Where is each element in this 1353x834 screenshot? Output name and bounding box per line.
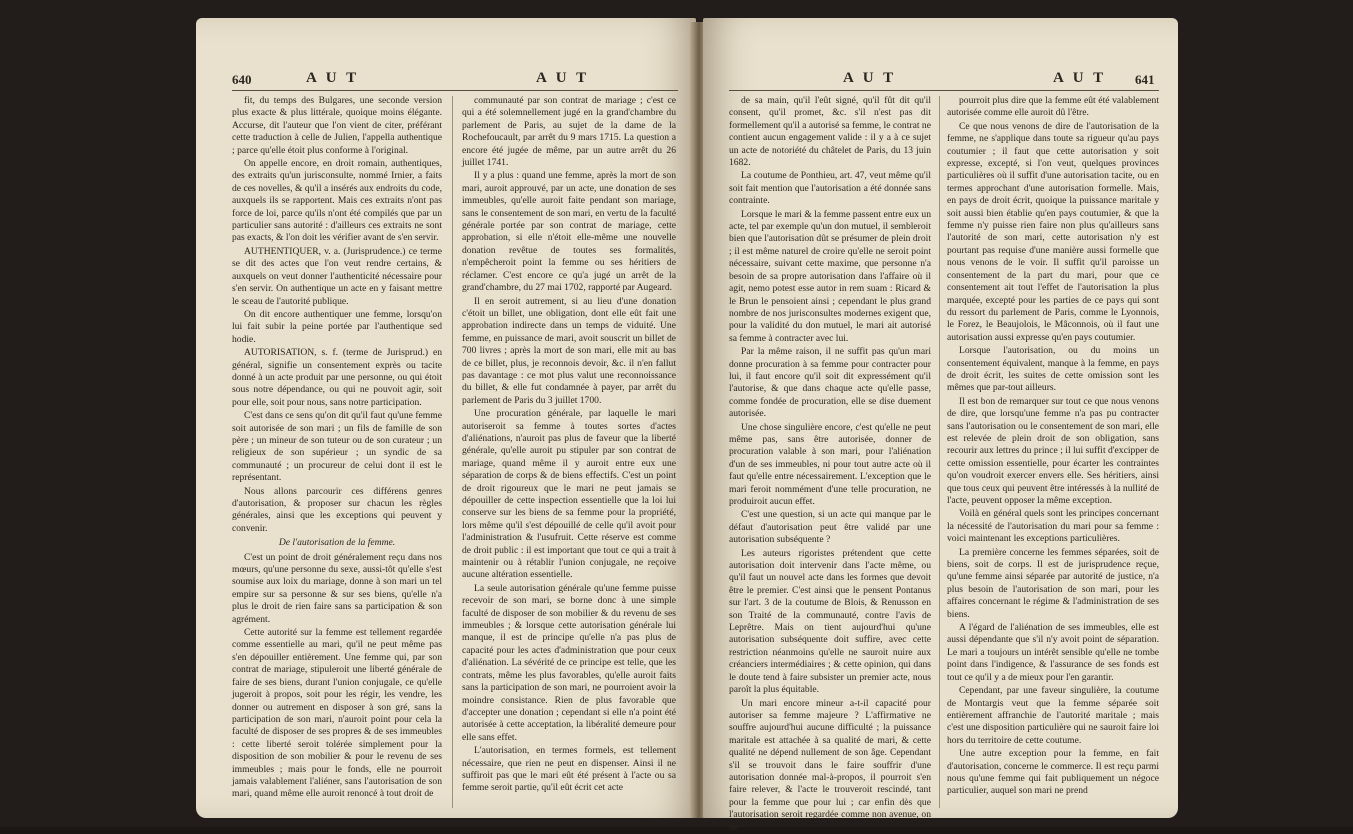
paragraph: Lorsque l'autorisation, ou du moins un consentement équivalent, manque à la femme, en pays de droit écrit, les suites de cette omission sont les mêmes que par-tout ailleurs. [947, 345, 1159, 394]
paragraph: de sa main, qu'il l'eût signé, qu'il fût dit qu'il consent, qu'il promet, &c. s'il n'est pas dit formellement qu'il a autorisé sa femme, le contrat ne contient aucun engagement valide : il y a à ce sujet un acte de notoriété du châtelet de Paris, du 13 juin 1682. [729, 95, 931, 169]
paragraph: Cependant, par une faveur singulière, la coutume de Montargis veut que la femme séparée soit entièrement affranchie de l'autorité maritale ; mais c'est une disposition particulière qui ne sauroit faire loi hors du territoire de cette coutume. [947, 685, 1159, 746]
paragraph: C'est dans ce sens qu'on dit qu'il faut qu'une femme soit autorisée de son mari ; un fils de famille de son père ; un mineur de son tuteur ou de son curateur ; un religieux de son supérieur ; un syndic de sa communauté ; un procureur de celui dont il est le représentant. [232, 410, 442, 484]
paragraph: Nous allons parcourir ces différens genres d'autorisation, & proposer sur chacun les règles générales, ainsi que les exceptions qui peuvent y convenir. [232, 485, 442, 534]
paragraph: Ce que nous venons de dire de l'autorisation de la femme, ne s'applique dans toute sa rigueur qu'au pays coutumier ; il faut que cette autorisation y soit expresse, excepté, si l'on veut, quelques provinces particulières où il suffit d'une autorisation tacite, ou en termes approchant d'une autorisation formelle. Mais, en pays de droit écrit, quoique la puissance maritale y soit aussi bien établie qu'en pays coutumier, & que la femme n'y puisse rien faire non plus qu'ailleurs sans l'autorité de son mari, cette autorisation n'y est pourtant pas requise d'une manière aussi formelle que nous venons de le voir. Il suffit qu'il paroisse un consentement de la part du mari, pour que ce consentement ait tout l'effet de l'autorisation la plus marquée, excepté pour les parties de ce pays qui sont du ressort du parlement de Paris, comme le Lyonnois, le Forez, le Beaujolois, le Mâconnois, où il faut une autorisation aussi expresse qu'en pays coutumier. [947, 120, 1159, 343]
paragraph: Il y a plus : quand une femme, après la mort de son mari, auroit approuvé, par un acte, une donation de ses immeubles, qu'elle auroit faite pendant son mariage, sans le consentement de son mari, en vertu de la faculté générale portée par son contrat de mariage, cette approbation, si elle n'étoit elle-même une nouvelle donation revêtue de toutes ses formalités, n'empêcheroit point la femme ou ses héritiers de réclamer. C'est encore ce qu'a jugé un arrêt de la grand'chambre, du 27 mai 1702, rapporté par Augeard. [462, 170, 676, 294]
paragraph: Une autre exception pour la femme, en fait d'autorisation, concerne le commerce. Il est reçu parmi nous qu'une femme qui fait publiquement un négoce particulier, auquel son mari ne prend [947, 748, 1159, 797]
left-header-rule [232, 90, 678, 91]
left-page-number: 640 [232, 72, 252, 87]
right-page-number: 641 [1135, 72, 1155, 87]
paragraph: Cette autorité sur la femme est tellement regardée comme essentielle au mari, qu'il ne peut même pas s'en dépouiller entièrement. Une femme qui, par son contrat de mariage, stipuleroit une liberté générale de faire de ses biens, durant l'union conjugale, ce qu'elle jugeroit à propos, soit pour les régir, les vendre, les donner ou autrement en disposer à son gré, sans la participation de son mari, n'auroit point pour cela la faculté de disposer de ses propres & de ses immeubles : cette liberté seroit tolérée simplement pour la disposition de son mobilier & pour le revenu de ses immeubles ; mais pour le fonds, elle ne pourroit jamais valablement l'aliéner, sans l'autorisation de son mari, quand même elle auroit renoncé à tout droit de [232, 627, 442, 800]
right-header-right: A U T [1053, 70, 1107, 86]
right-header-left: A U T [843, 70, 897, 86]
paragraph: C'est un point de droit généralement reçu dans nos mœurs, qu'une personne du sexe, aussi-tôt qu'elle s'est soumise aux loix du mariage, donne à son mari un tel empire sur sa personne & sur ses biens, qu'elle n'a plus le droit de rien faire sans sa participation & son agrément. [232, 551, 442, 625]
left-header-left: A U T [306, 70, 360, 86]
paragraph: Un mari encore mineur a-t-il capacité pour autoriser sa femme majeure ? L'affirmative ne souffre aujourd'hui aucune difficulté ; la puissance maritale est attachée à sa qualité de mari, & cette qualité ne dépend nullement de son âge. Cependant s'il se trouvoit dans le faire souffrir d'une autorisation donnée mal-à-propos, il pourroit s'en faire relever, & l'acte le trouveroit rescindé, tant pour la femme que pour lui ; car enfin dès que l'autorisation seroit regardée comme non avenue, on ne [729, 697, 931, 833]
left-column-1 [232, 95, 442, 811]
left-column-divider [452, 96, 453, 808]
left-column-2 [462, 95, 676, 811]
right-column-divider [939, 96, 940, 808]
paragraph: On dit encore authentiquer une femme, lorsqu'on lui fait subir la peine portée par l'authentique sed hodie. [232, 308, 442, 345]
paragraph: Les auteurs rigoristes prétendent que cette autorisation doit intervenir dans l'acte même, ou qu'il faut un nouvel acte dans les formes que devoit être le premier. C'est ainsi que le pensent Pontanus sur l'art. 3 de la coutume de Blois, & Renusson en son Traité de la communauté, contre l'avis de Leprêtre. Mais on tient aujourd'hui qu'une autorisation subséquente doit suffire, avec cette restriction néanmoins qu'elle ne sauroit nuire aux créanciers intermédiaires ; & cette opinion, qui dans le doute tend à faire subsister un premier acte, nous paroît la plus équitable. [729, 547, 931, 696]
paragraph: Une chose singulière encore, c'est qu'elle ne peut même pas, sans être autorisée, donner de procuration valable à son mari, pour l'aliénation d'un de ses immeubles, ni pour tout autre acte où il faut qu'elle entre nécessairement. L'exception que le mari feroit nommément d'une telle procuration, ne produiroit aucun effet. [729, 421, 931, 507]
dictionary-entry: AUTORISATION, s. f. (terme de Jurisprud.) en général, signifie un consentement exprès ou tacite donné à un acte produit par une personne, ou qui étoit sous notre dépendance, ou qui ne pouvoit agir, soit pour elle, soit pour nous, sans notre participation. [232, 347, 442, 408]
right-column-2 [947, 95, 1159, 811]
paragraph: La première concerne les femmes séparées, soit de biens, soit de corps. Il est de jurisprudence reçue, qu'une femme ainsi séparée par autorité de justice, n'a plus besoin de l'autorisation de son mari, pour les affaires concernant le régime & l'administration de ses biens. [947, 546, 1159, 620]
paragraph: Une procuration générale, par laquelle le mari autoriseroit sa femme à toutes sortes d'actes d'aliénations, n'auroit pas plus de faveur que la liberté générale, qu'elle auroit pu stipuler par son contrat de mariage, quand même il y auroit entre eux une séparation de corps & de biens effectifs. C'est un point de droit rigoureux que le mari ne peut jamais se dépouiller de cette inspection essentielle que la loi lui conserve sur les biens de sa femme pour la propriété, lors même qu'il s'est dépouillé de celle qu'il avoit pour l'administration & l'usufruit. Cette réserve est comme de droit public : il est important que tout ce qui a trait à maintenir ou à rétablir l'union conjugale, ne reçoive aucune altération essentielle. [462, 408, 676, 581]
right-column-1 [729, 95, 931, 833]
paragraph: On appelle encore, en droit romain, authentiques, des extraits qu'un jurisconsulte, nommé Irnier, a faits de ces novelles, & qu'il a insérés aux endroits du code, auxquels ils se rapportent. Mais ces extraits n'ont pas force de loi, parce qu'ils n'ont été compilés que par un particulier sans autorité : d'ailleurs ces extraits ne sont pas exacts, & l'on doit les vérifier avant de s'en servir. [232, 158, 442, 244]
left-page [196, 18, 696, 818]
left-header-right: A U T [536, 70, 590, 86]
paragraph: Lorsque le mari & la femme passent entre eux un acte, tel par exemple qu'un don mutuel, il sembleroit bien que l'autorisation dût se présumer de plein droit ; il est même naturel de croire qu'elle ne seroit point nécessaire, suivant cette maxime, que personne n'a besoin de sa propre autorisation dans l'affaire où il agit, nemo potest esse autor in rem suam : Ricard & le Brun le pensoient ainsi ; cependant le plus grand nombre de nos jurisconsultes modernes exigent que, pour la validité du don mutuel, le mari ait autorisé sa femme à contracter avec lui. [729, 208, 931, 344]
paragraph: Il en seroit autrement, si au lieu d'une donation c'étoit un billet, une obligation, dont elle eût fait une approbation indirecte dans un temps de viduité. Une femme, en puissance de mari, avoit souscrit un billet de 700 livres ; après la mort de son mari, elle mit au bas de ce billet, plus, je reconnois devoir, &c. il n'en fallut pas davantage : ce mot plus valut une reconnoissance du billet, & elle fut condamnée à payer, par arrêt du parlement de Paris du 3 juillet 1700. [462, 295, 676, 406]
paragraph: La seule autorisation générale qu'une femme puisse recevoir de son mari, se borne donc à une simple faculté de disposer de son mobilier & du revenu de ses immeubles ; & lorsque cette autorisation générale lui manque, il est de principe qu'elle n'a pas plus de capacité pour les actes d'administration que pour ceux d'aliénation. La sévérité de ce principe est telle, que les contrats, même les plus favorables, qu'elle auroit faits sans la participation de son mari, ne pourroient avoir la moindre consistance. Rien de plus favorable que d'accepter une donation ; cependant si elle n'a point été autorisée à cette acceptation, la libéralité demeure pour elle sans effet. [462, 582, 676, 743]
paragraph: A l'égard de l'aliénation de ses immeubles, elle est aussi dépendante que s'il n'y avoit point de séparation. Le mari a toujours un intérêt sensible qu'elle ne tombe point dans l'indigence, & l'assurance de ses fonds est tout ce qu'il y a de mieux pour l'en garantir. [947, 622, 1159, 683]
right-header-rule [729, 90, 1159, 91]
dictionary-entry: AUTHENTIQUER, v. a. (Jurisprudence.) ce terme se dit des actes que l'on veut rendre certains, & auxquels on veut donner l'authenticité nécessaire pour s'en servir. On authentique un acte en y faisant mettre le sceau de l'autorité publique. [232, 245, 442, 307]
paragraph: pourroit plus dire que la femme eût été valablement autorisée comme elle auroit dû l'être. [947, 95, 1159, 119]
paragraph: Voilà en général quels sont les principes concernant la nécessité de l'autorisation du mari pour sa femme : voici maintenant les exceptions particulières. [947, 508, 1159, 545]
paragraph: Il est bon de remarquer sur tout ce que nous venons de dire, que lorsqu'une femme n'a pas pu contracter sans l'autorisation ou le consentement de son mari, elle est relevée de plein droit de son obligation, sans recourir aux lettres du prince ; il lui suffit d'excipper de cette omission essentielle, pour écarter les contraintes qu'on voudroit exercer envers elle. Ses héritiers, ainsi que tous ceux qui peuvent être intéressés à la nullité de l'acte, peuvent opposer la même exception. [947, 395, 1160, 506]
paragraph: fit, du temps des Bulgares, une seconde version plus exacte & plus littérale, quoique moins élégante. Accurse, dit l'auteur que l'on vient de citer, préférant cette traduction à celle de Julien, l'appella authentique ; parce qu'elle étoit plus conforme à l'original. [232, 95, 442, 156]
section-heading: De l'autorisation de la femme. [278, 537, 396, 549]
paragraph: communauté par son contrat de mariage ; c'est ce qui a été solemnellement jugé en la grand'chambre du parlement de Paris, au sujet de la dame de la Rochefoucault, par arrêt du 9 mars 1715. La question a encore été jugée de même, par un autre arrêt du 26 juillet 1741. [462, 95, 676, 169]
right-page [703, 18, 1178, 833]
paragraph: La coutume de Ponthieu, art. 47, veut même qu'il soit fait mention que l'autorisation a été donnée sans contrainte. [729, 170, 931, 207]
paragraph: L'autorisation, en termes formels, est tellement nécessaire, que rien ne peut en dispenser. Ainsi il ne suffiroit pas que le mari eût été présent à l'acte ou sa femme seroit partie, qu'il eût écrit cet acte [462, 745, 676, 794]
paragraph: Par la même raison, il ne suffit pas qu'un mari donne procuration à sa femme pour contracter pour lui, il faut encore qu'il soit dit expressément qu'il l'autorise, & que dans chaque acte qu'elle passe, comme fondée de procuration, elle se dise duement autorisée. [729, 346, 931, 420]
paragraph: C'est une question, si un acte qui manque par le défaut d'autorisation peut être validé par une autorisation subséquente ? [729, 509, 931, 546]
